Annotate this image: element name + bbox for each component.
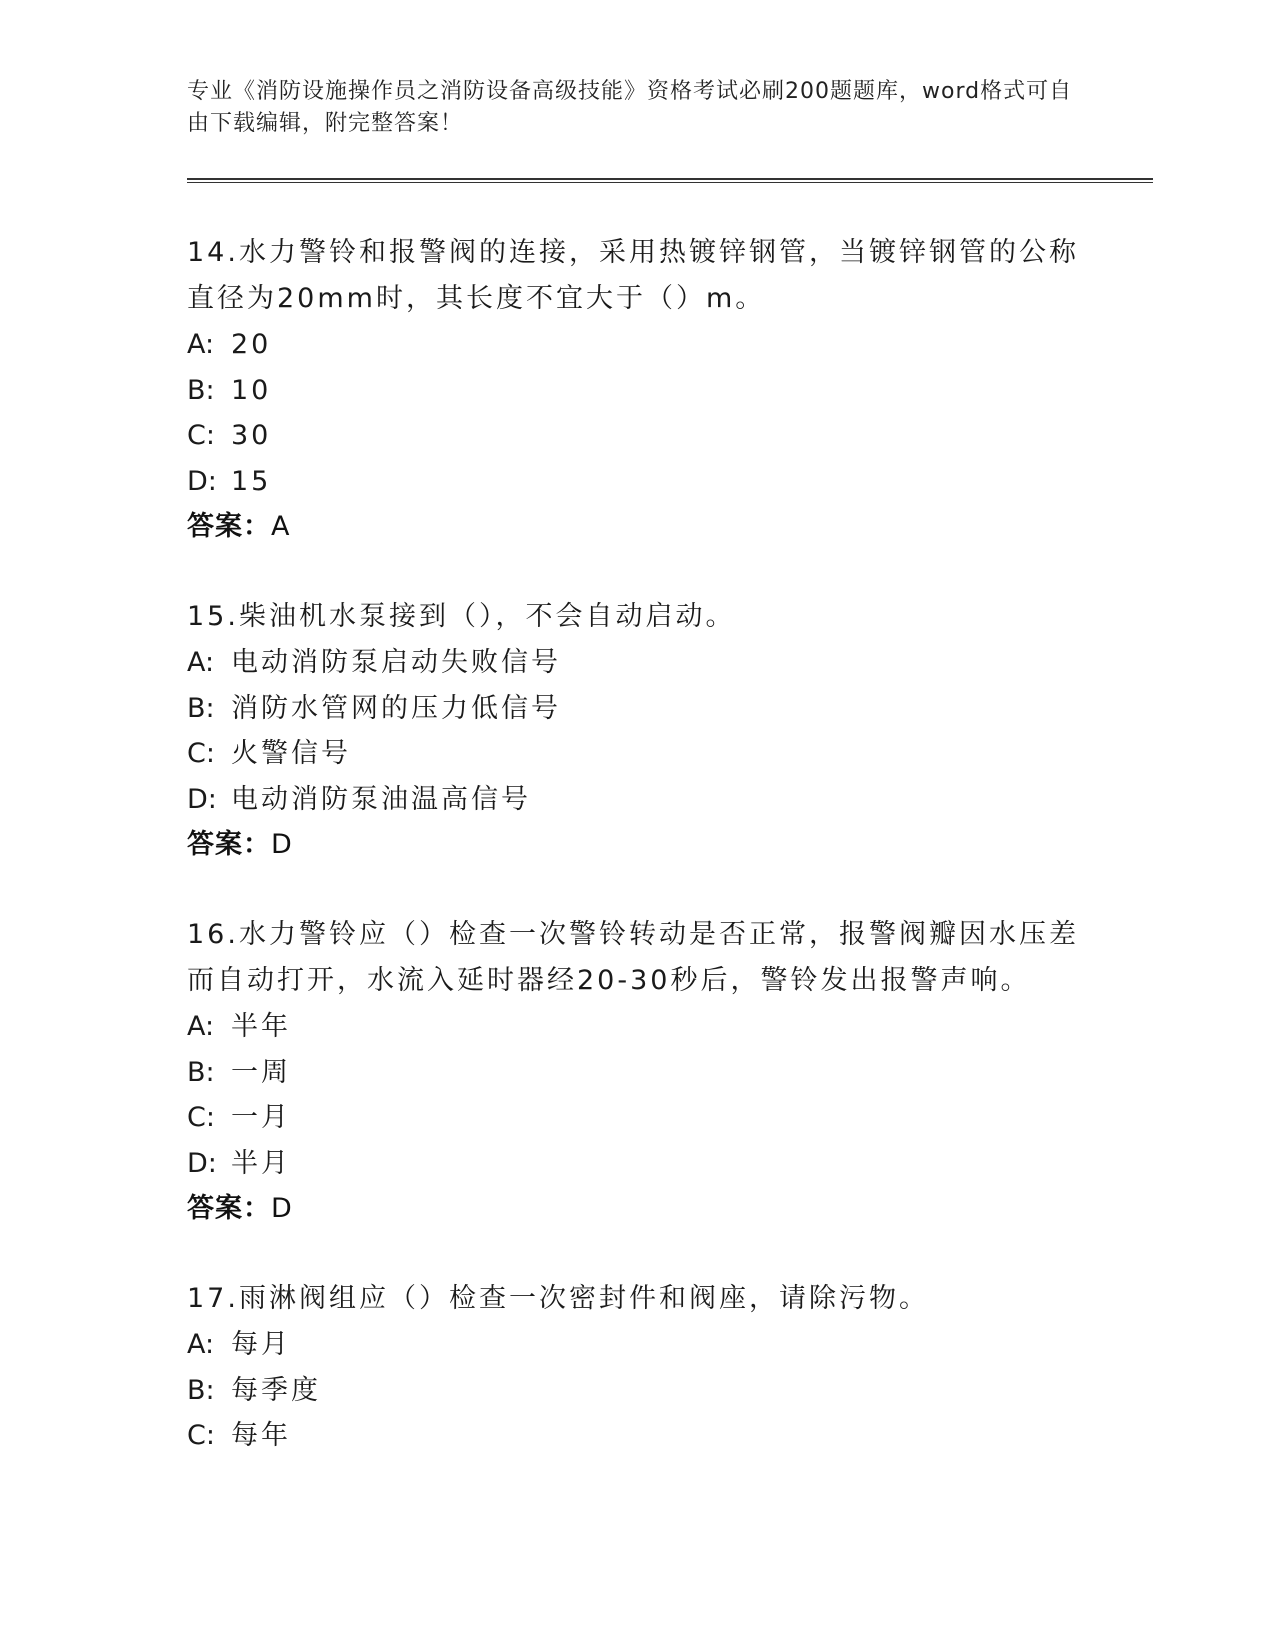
option-a xyxy=(187,640,1087,686)
option-d xyxy=(187,777,1087,823)
option-text: 电动消防泵启动失败信号 xyxy=(231,647,561,678)
answer-value: D xyxy=(271,829,293,860)
option-text: 半年 xyxy=(231,1011,291,1042)
document-header: 专业《消防设施操作员之消防设备高级技能》资格考试必刷200题题库，word格式可自由下载编辑，附完整答案！ xyxy=(187,79,1073,136)
option-text: 一周 xyxy=(231,1056,291,1088)
option-c xyxy=(187,1095,1087,1141)
answer-line xyxy=(187,822,1087,868)
option-key: B: xyxy=(187,1374,215,1406)
question-stem: 14.水力警铃和报警阀的连接，采用热镀锌钢管，当镀锌钢管的公称直径为20mm时，其长度不宜大于（）m。 xyxy=(187,237,1079,314)
option-text: 30 xyxy=(231,420,272,451)
header-divider xyxy=(187,178,1153,183)
option-text: 10 xyxy=(231,374,272,406)
option-b xyxy=(187,1368,1087,1414)
option-key: A: xyxy=(187,1011,215,1042)
option-key: A: xyxy=(187,329,215,360)
option-text: 20 xyxy=(231,329,272,360)
option-b xyxy=(187,1050,1087,1096)
answer-label: 答案： xyxy=(187,829,271,860)
answer-label: 答案： xyxy=(187,511,271,542)
question-14 xyxy=(187,230,1087,550)
option-c xyxy=(187,413,1087,459)
question-16 xyxy=(187,912,1087,1232)
option-text: 消防水管网的压力低信号 xyxy=(231,692,561,724)
option-text: 每年 xyxy=(231,1420,291,1451)
option-key: B: xyxy=(187,692,215,724)
option-key: B: xyxy=(187,374,215,406)
option-c xyxy=(187,731,1087,777)
option-key: C: xyxy=(187,420,215,451)
option-a xyxy=(187,1322,1087,1368)
option-a xyxy=(187,1004,1087,1050)
option-text: 火警信号 xyxy=(231,738,351,769)
option-text: 一月 xyxy=(231,1102,291,1133)
option-text: 半月 xyxy=(231,1147,291,1179)
option-d xyxy=(187,1141,1087,1187)
option-text: 每月 xyxy=(231,1329,291,1360)
option-key: D: xyxy=(187,465,217,497)
option-key: C: xyxy=(187,1102,215,1133)
option-c xyxy=(187,1413,1087,1459)
option-d xyxy=(187,459,1087,505)
option-text: 15 xyxy=(231,465,272,497)
answer-line xyxy=(187,504,1087,550)
option-key: A: xyxy=(187,1329,215,1360)
option-key: C: xyxy=(187,1420,215,1451)
question-15 xyxy=(187,594,1087,868)
option-key: A: xyxy=(187,647,215,678)
option-b xyxy=(187,686,1087,732)
option-a xyxy=(187,322,1087,368)
option-text: 电动消防泵油温高信号 xyxy=(231,783,531,815)
question-stem: 16.水力警铃应（）检查一次警铃转动是否正常，报警阀瓣因水压差而自动打开，水流入延时器经20-30秒后，警铃发出报警声响。 xyxy=(187,919,1079,996)
question-list xyxy=(187,230,1087,1459)
answer-line xyxy=(187,1186,1087,1232)
option-b xyxy=(187,368,1087,414)
option-key: C: xyxy=(187,738,215,769)
option-key: B: xyxy=(187,1056,215,1088)
answer-value: D xyxy=(271,1193,293,1224)
option-text: 每季度 xyxy=(231,1374,321,1406)
question-stem: 15.柴油机水泵接到（），不会自动启动。 xyxy=(187,601,736,632)
question-stem: 17.雨淋阀组应（）检查一次密封件和阀座，请除污物。 xyxy=(187,1283,929,1314)
answer-label: 答案： xyxy=(187,1193,271,1224)
option-key: D: xyxy=(187,783,217,815)
option-key: D: xyxy=(187,1147,217,1179)
question-17 xyxy=(187,1276,1087,1459)
answer-value: A xyxy=(271,511,291,542)
